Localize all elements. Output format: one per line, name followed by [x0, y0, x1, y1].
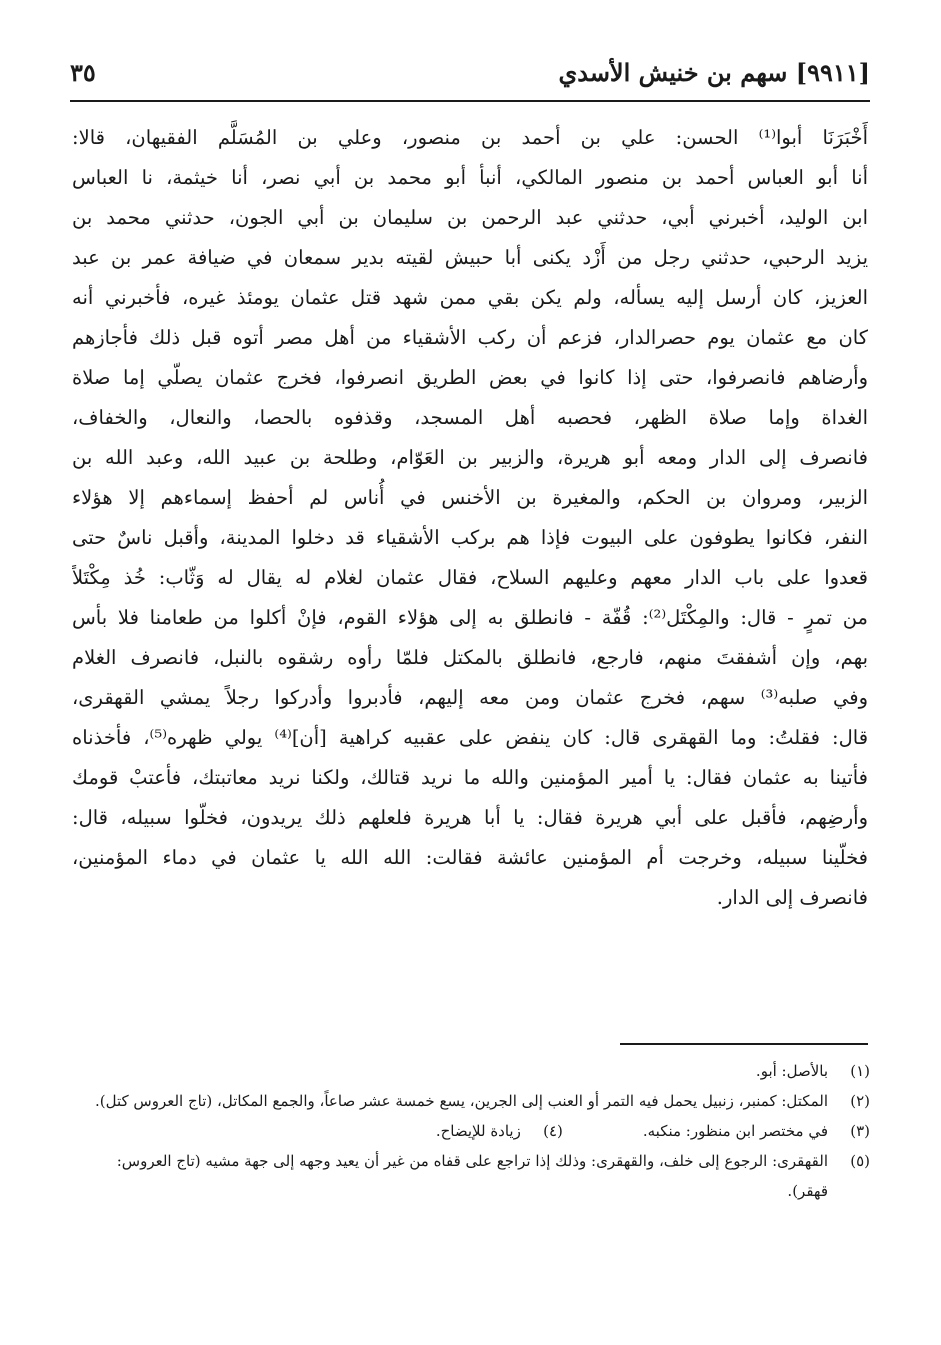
- header-title: [٩٩١١] سهم بن خنيش الأسدي: [558, 58, 870, 87]
- text-line: من تمرٍ - قال: والمِكْتَل⁽²⁾: قُفّة - فانطلق به إلى هؤلاء القوم، فإنْ أكلوا من طعامنا فلا بأس: [72, 606, 868, 629]
- text-line: الزبير، ومروان بن الحكم، والمغيرة بن الأخنس في أُناس لم أحفظ إسماءهم إلا هؤلاء: [72, 486, 868, 509]
- footnote-2: [78, 1086, 870, 1116]
- text-line: أَخْبَرَنَا أبوا⁽¹⁾ الحسن: علي بن أحمد بن منصور، وعلي بن المُسَلَّم الفقيهان، قالا:: [72, 126, 868, 149]
- text-line: فأتينا به عثمان فقال: يا أمير المؤمنين والله ما نريد قتالك، ولكنا نريد معاتبتك، فأعتبْ قومك: [72, 766, 868, 789]
- header-rule: [70, 100, 870, 102]
- footnote-5: [78, 1146, 870, 1206]
- text-line: وفي صلبه⁽³⁾ سهم، فخرج عثمان ومن معه إليهم، فأدبروا وأدركوا رجلاً يمشي القهقرى،: [72, 686, 868, 709]
- footnote-1: [78, 1056, 870, 1086]
- text-line: قعدوا على باب الدار معهم وعليهم السلاح، فقال عثمان لغلام له يقال له وَثّاب: خُذ مِكْتَلاً: [72, 566, 868, 589]
- footnote-number: (٣): [850, 1122, 870, 1140]
- footnote-text: في مختصر ابن منظور: منكبه.: [642, 1122, 828, 1140]
- main-text: [72, 118, 868, 918]
- page-number: ٣٥: [70, 58, 96, 87]
- footnotes: [78, 1056, 870, 1206]
- footnote-text: المكتل: كمنبر، زنبيل يحمل فيه التمر أو العنب إلى الجرين، يسع خمسة عشر صاعاً، والجمع المكاتل، (تاج العروس كتل).: [94, 1092, 828, 1110]
- text-line: فانصرف إلى الدار ومعه أبو هريرة، والزبير بن العَوّام، وطلحة بن عبيد الله، وعبد الله بن: [72, 446, 868, 469]
- footnote-text: زيادة للإيضاح.: [435, 1122, 521, 1140]
- text-line: فانصرف إلى الدار.: [716, 886, 868, 909]
- text-line: النفر، فكانوا يطوفون على البيوت فإذا هم بركب الأشقياء قد دخلوا المدينة، وأقبل ناسٌ حتى: [72, 526, 868, 549]
- text-line: فخلّينا سبيله، وخرجت أم المؤمنين عائشة فقالت: الله الله يا عثمان في دماء المؤمنين،: [72, 846, 868, 869]
- footnote-3: [643, 1116, 870, 1146]
- text-line: العزيز، كان أرسل إليه يسأله، ولم يكن بقي ممن شهد قتل عثمان يومئذ غيره، فأخبرني أنه: [72, 286, 868, 309]
- footnote-number: (٥): [850, 1152, 870, 1170]
- text-line: قال: فقلتُ: وما القهقرى قال: كان ينفض على عقبيه كراهية [أن]⁽⁴⁾ يولي ظهره⁽⁵⁾، فأخذناه: [72, 726, 868, 749]
- text-line: كان مع عثمان يوم حصرالدار، فزعم أن ركب الأشقياء من أهل مصر أتوه قبل ذلك فأجازهم: [72, 326, 868, 349]
- footnote-number: (٢): [850, 1092, 870, 1110]
- footnote-number: (٤): [543, 1122, 563, 1140]
- text-line: وأرضاهم فانصرفوا، حتى إذا كانوا في بعض الطريق انصرفوا، فخرج عثمان يصلّي إما صلاة: [72, 366, 868, 389]
- footnote-text: بالأصل: أبو.: [755, 1062, 828, 1080]
- text-line: بهم، وإن أشفقتَ منهم، فارجع، فانطلق بالمكتل فلمّا رأوه رشقوه بالنبل، فانصرف الغلام: [72, 646, 868, 669]
- text-line: يزيد الرحبي، حدثني رجل من أَزْد يكنى أبا حبيش لقيته بدير سمعان في ضيافة عمر بن عبد: [72, 246, 868, 269]
- footnote-rule: [620, 1043, 868, 1045]
- text-line: وأرضِهم، فأقبل على أبي هريرة فقال: يا أبا هريرة فلعلهم ذلك يريدون، فخلّوا سبيله، قال:: [72, 806, 868, 829]
- text-line: أنا أبو العباس أحمد بن منصور المالكي، أنبأ أبو محمد بن أبي نصر، أنا خيثمة، نا العباس: [72, 166, 868, 189]
- footnote-row: [78, 1116, 870, 1146]
- text-line: الغداة وإما صلاة الظهر، فحصبه أهل المسجد، وقذفوه بالحصا، والنعال، والخفاف،: [72, 406, 868, 429]
- running-header: [70, 58, 870, 98]
- footnote-text: القهقرى: الرجوع إلى خلف، والقهقرى: وذلك إذا تراجع على قفاه من غير أن يعيد وجهه إلى جهة مشيه (تاج العروس: قهقر).: [116, 1152, 828, 1200]
- footnote-number: (١): [850, 1062, 870, 1080]
- footnote-4: [436, 1116, 563, 1146]
- text-line: ابن الوليد، أخبرني أبي، حدثني عبد الرحمن بن سليمان بن أبي الجون، حدثني محمد بن: [72, 206, 868, 229]
